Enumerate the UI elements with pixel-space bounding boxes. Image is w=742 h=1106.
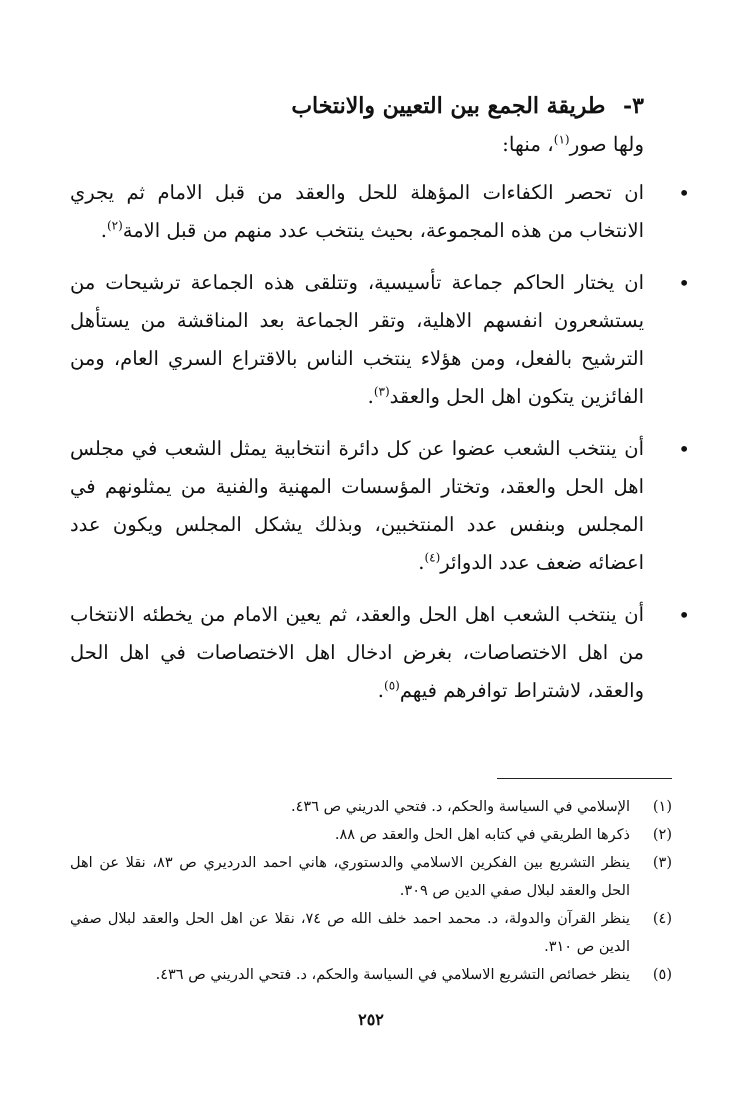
section-title: طريقة الجمع بين التعيين والانتخاب xyxy=(291,93,606,119)
list-item-end: . xyxy=(367,385,374,408)
footnote-number: (٤) xyxy=(652,911,672,927)
footnote-text: ينظر التشريع بين الفكرين الاسلامي والدستوري، هاني احمد الدرديري ص ٨٣، نقلا عن اهل الحل والعقد لبلال صفي الدين ص ٣٠٩. xyxy=(70,855,630,899)
list-item-end: . xyxy=(418,551,425,574)
footnote-text: ينظر القرآن والدولة، د. محمد احمد خلف الله ص ٧٤، نقلا عن اهل الحل والعقد لبلال صفي الدين ص ٣١٠. xyxy=(70,911,630,955)
bullet-icon: • xyxy=(678,271,690,295)
footnote-text: ذكرها الطريقي في كتابه اهل الحل والعقد ص ٨٨. xyxy=(334,827,630,843)
footnote-ref-5: (٥) xyxy=(384,678,400,693)
intro-paragraph xyxy=(70,124,672,164)
footnote-number: (٢) xyxy=(652,827,672,843)
footnotes-section xyxy=(70,778,672,989)
intro-text-end: ، منها: xyxy=(502,132,554,156)
list-item-text: ان يختار الحاكم جماعة تأسيسية، وتتلقى هذه الجماعة ترشيحات من يستشعرون انفسهم الاهلية، وتقر الجماعة بعد المناقشة من يستأهل الترشيح بالفعل، ومن هؤلاء ينتخب الناس بالاقتراع السري العام، ومن الفائزين يتكون اهل الحل والعقد xyxy=(70,271,644,408)
list-item-text: ان تحصر الكفاءات المؤهلة للحل والعقد من قبل الامام ثم يجري الانتخاب من هذه المجموعة، بحيث ينتخب عدد منهم من قبل الامة xyxy=(70,181,644,242)
main-text xyxy=(70,88,690,724)
bullet-icon: • xyxy=(678,181,690,205)
footnote-ref-3: (٣) xyxy=(373,384,390,399)
list-item xyxy=(70,264,690,416)
footnote-ref-1: (١) xyxy=(553,132,570,147)
footnote-number: (٣) xyxy=(652,855,672,871)
page-number: ٢٥٢ xyxy=(358,1010,384,1029)
list-item-text: أن ينتخب الشعب عضوا عن كل دائرة انتخابية يمثل الشعب في مجلس اهل الحل والعقد، وتختار المؤسسات المهنية والفنية من يمثلونهم في المجلس وبنفس عدد المنتخبين، وبذلك يشكل المجلس ويكون عدد اعضائه ضعف عدد الدوائر xyxy=(70,437,644,574)
footnote-text: ينظر خصائص التشريع الاسلامي في السياسة والحكم، د. فتحي الدريني ص ٤٣٦. xyxy=(155,967,630,983)
footnote xyxy=(70,961,672,989)
list-item xyxy=(70,174,690,250)
list-item-end: . xyxy=(377,679,384,702)
list-item xyxy=(70,596,690,710)
section-number: ٣- xyxy=(623,93,644,119)
footnote-divider xyxy=(497,778,672,779)
bullet-icon: • xyxy=(678,437,690,461)
footnote xyxy=(70,849,672,905)
footnote-ref-2: (٢) xyxy=(106,218,123,233)
footnote xyxy=(70,793,672,821)
footnote xyxy=(70,821,672,849)
footnote-ref-4: (٤) xyxy=(424,550,441,565)
intro-text: ولها صور xyxy=(569,132,644,156)
footnote-number: (٥) xyxy=(652,967,672,983)
footnote-number: (١) xyxy=(652,799,672,815)
list-item-end: . xyxy=(100,219,107,242)
list-item xyxy=(70,430,690,582)
footnote-text: الإسلامي في السياسة والحكم، د. فتحي الدريني ص ٤٣٦. xyxy=(291,799,630,815)
bullet-list xyxy=(70,174,690,710)
footnote xyxy=(70,905,672,961)
list-item-text: أن ينتخب الشعب اهل الحل والعقد، ثم يعين الامام من يخطئه الانتخاب من اهل الاختصاصات، بغرض ادخال اهل الاختصاصات في اهل الحل والعقد، لاشتراط توافرهم فيهم xyxy=(70,603,644,702)
section-heading xyxy=(70,88,672,124)
bullet-icon: • xyxy=(678,603,690,627)
